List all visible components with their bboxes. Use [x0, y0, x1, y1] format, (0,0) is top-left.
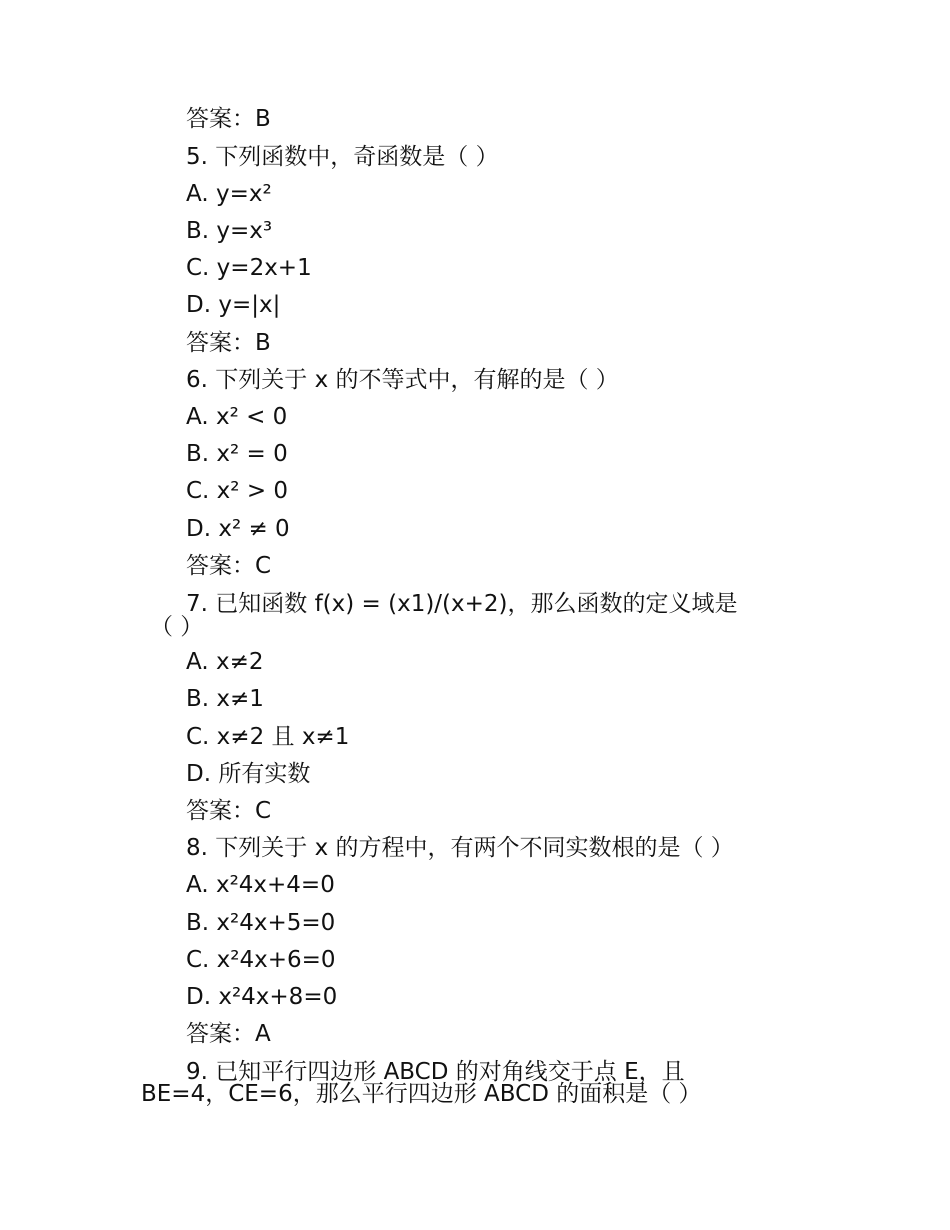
question-7-continuation: （ ）: [150, 614, 204, 640]
option-c: C. x² > 0: [186, 478, 289, 504]
option-b: B. x≠1: [186, 686, 264, 712]
option-d: D. 所有实数: [186, 761, 311, 787]
answer-line: 答案：B: [186, 106, 271, 132]
option-c: C. y=2x+1: [186, 255, 312, 281]
question-5: 5. 下列函数中，奇函数是（ ）: [186, 144, 499, 170]
question-6: 6. 下列关于 x 的不等式中，有解的是（ ）: [186, 367, 619, 393]
answer-line: 答案：A: [186, 1021, 271, 1047]
answer-line: 答案：C: [186, 553, 272, 579]
option-a: A. y=x²: [186, 181, 272, 207]
question-7: 7. 已知函数 f(x) = (x1)/(x+2)，那么函数的定义域是: [186, 591, 738, 617]
option-d: D. x² ≠ 0: [186, 516, 290, 542]
option-d: D. y=|x|: [186, 292, 281, 318]
question-8: 8. 下列关于 x 的方程中，有两个不同实数根的是（ ）: [186, 835, 734, 861]
option-a: A. x≠2: [186, 649, 264, 675]
option-a: A. x²4x+4=0: [186, 872, 335, 898]
answer-line: 答案：B: [186, 330, 271, 356]
option-b: B. x²4x+5=0: [186, 910, 336, 936]
question-9: 9. 已知平行四边形 ABCD 的对角线交于点 E，且: [186, 1059, 685, 1085]
option-c: C. x²4x+6=0: [186, 947, 336, 973]
option-c: C. x≠2 且 x≠1: [186, 724, 350, 750]
option-a: A. x² < 0: [186, 404, 288, 430]
answer-line: 答案：C: [186, 798, 272, 824]
option-b: B. x² = 0: [186, 441, 288, 467]
question-9-continuation: BE=4，CE=6，那么平行四边形 ABCD 的面积是（ ）: [141, 1081, 702, 1107]
option-d: D. x²4x+8=0: [186, 984, 338, 1010]
option-b: B. y=x³: [186, 218, 273, 244]
